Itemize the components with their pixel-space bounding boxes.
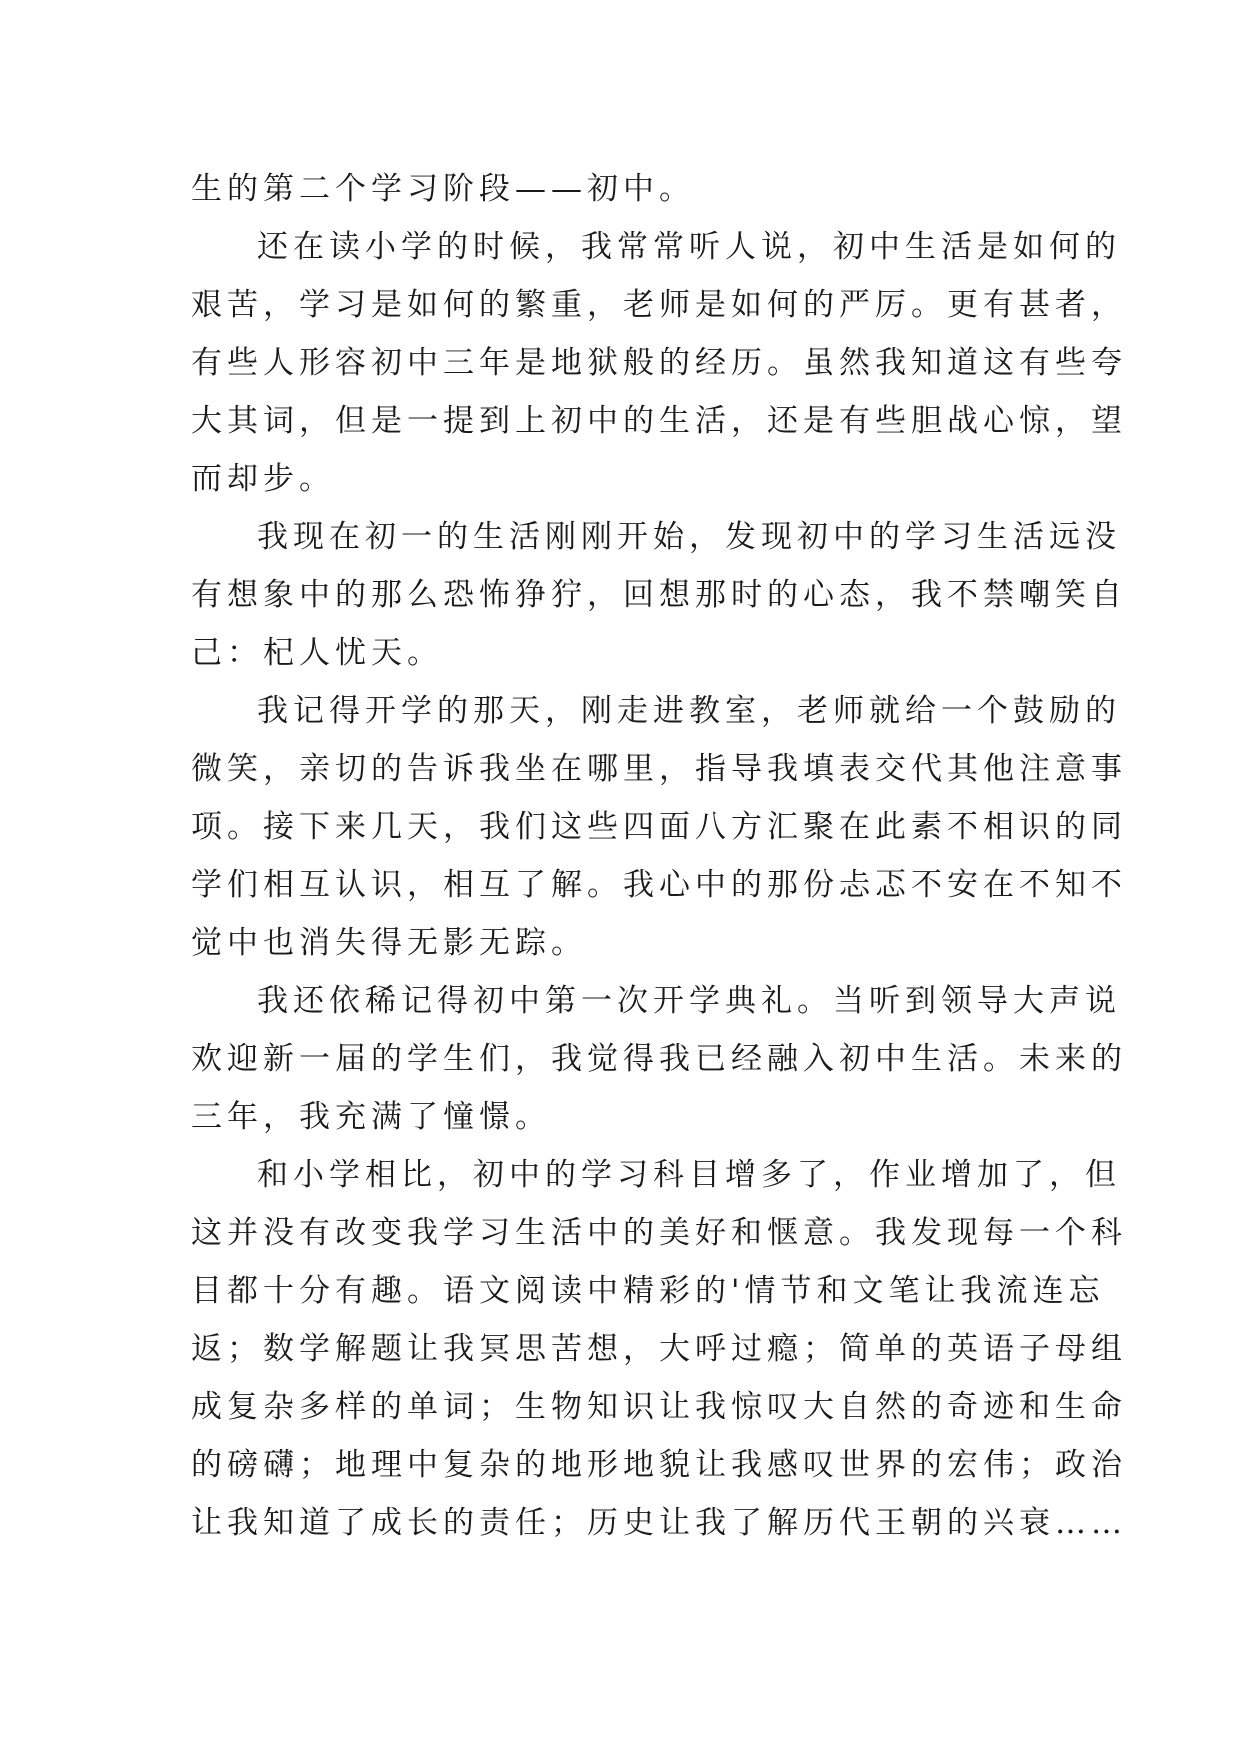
text-line: 大其词，但是一提到上初中的生活，还是有些胆战心惊，望 <box>191 403 1127 439</box>
text-line: 有些人形容初中三年是地狱般的经历。虽然我知道这有些夸 <box>191 345 1127 381</box>
text-line: 我还依稀记得初中第一次开学典礼。当听到领导大声说 <box>257 983 1121 1019</box>
text-line: 三年，我充满了憧憬。 <box>191 1099 551 1135</box>
document-body <box>191 160 1127 1552</box>
text-line: 微笑，亲切的告诉我坐在哪里，指导我填表交代其他注意事 <box>191 751 1127 787</box>
text-line: 返；数学解题让我冥思苦想，大呼过瘾；简单的英语子母组 <box>191 1331 1127 1367</box>
text-line: 这并没有改变我学习生活中的美好和惬意。我发现每一个科 <box>191 1215 1127 1251</box>
text-line: 己：杞人忧天。 <box>191 635 443 671</box>
text-line: 让我知道了成长的责任；历史让我了解历代王朝的兴衰…… <box>191 1505 1127 1541</box>
text-line: 项。接下来几天，我们这些四面八方汇聚在此素不相识的同 <box>191 809 1127 845</box>
text-line: 我记得开学的那天，刚走进教室，老师就给一个鼓励的 <box>257 693 1121 729</box>
text-line: 还在读小学的时候，我常常听人说，初中生活是如何的 <box>257 229 1121 265</box>
text-line: 目都十分有趣。语文阅读中精彩的'情节和文笔让我流连忘 <box>191 1273 1105 1309</box>
text-line: 而却步。 <box>191 461 335 497</box>
text-line: 和小学相比，初中的学习科目增多了，作业增加了，但 <box>257 1157 1121 1193</box>
text-line: 生的第二个学习阶段——初中。 <box>191 171 695 207</box>
text-line: 艰苦，学习是如何的繁重，老师是如何的严厉。更有甚者， <box>191 287 1127 323</box>
text-line: 欢迎新一届的学生们，我觉得我已经融入初中生活。未来的 <box>191 1041 1127 1077</box>
text-line: 的磅礴；地理中复杂的地形地貌让我感叹世界的宏伟；政治 <box>191 1447 1127 1483</box>
text-line: 我现在初一的生活刚刚开始，发现初中的学习生活远没 <box>257 519 1121 555</box>
text-line: 成复杂多样的单词；生物知识让我惊叹大自然的奇迹和生命 <box>191 1389 1127 1425</box>
text-line: 有想象中的那么恐怖狰狞，回想那时的心态，我不禁嘲笑自 <box>191 577 1127 613</box>
text-line: 学们相互认识，相互了解。我心中的那份忐忑不安在不知不 <box>191 867 1127 903</box>
text-line: 觉中也消失得无影无踪。 <box>191 925 587 961</box>
